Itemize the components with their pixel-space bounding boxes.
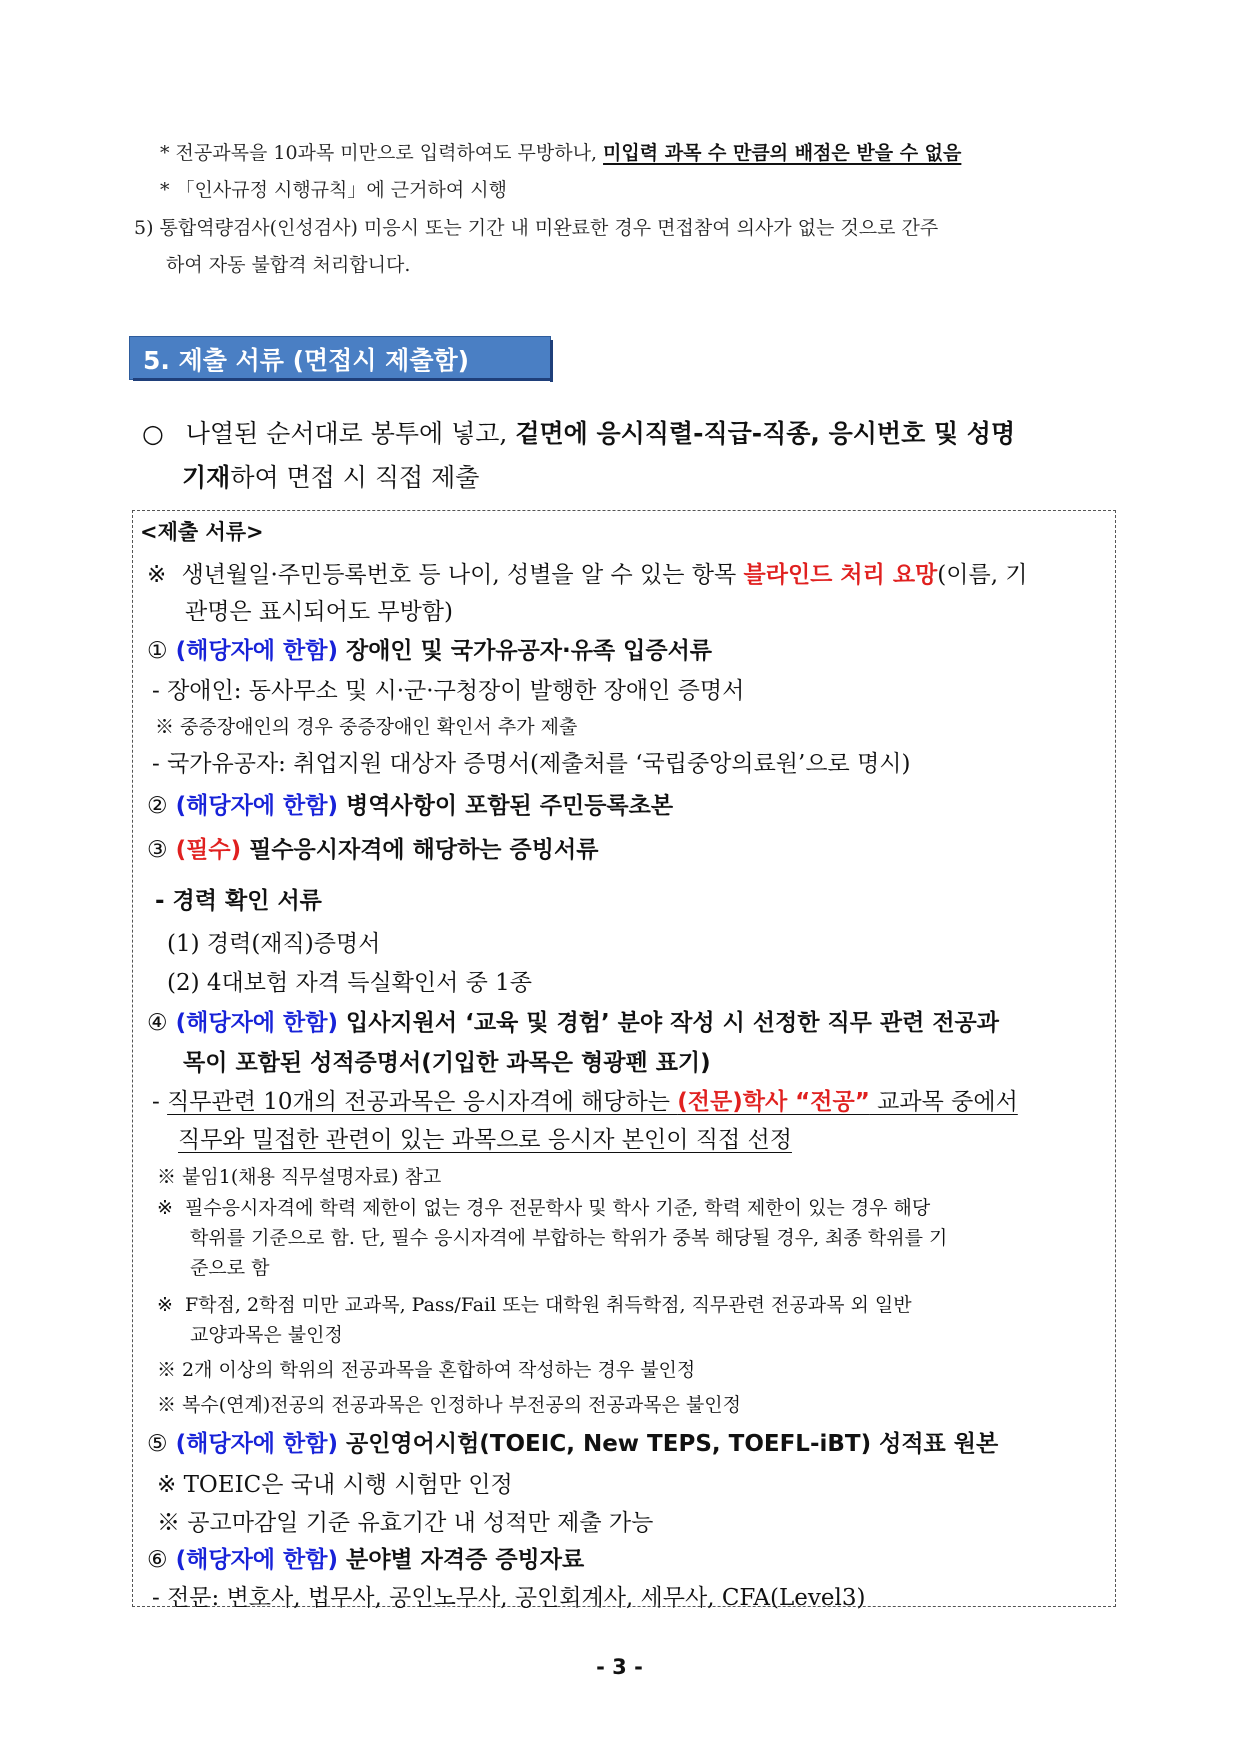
item4-sub-line1 [152,1083,1018,1116]
lead-bold: 겉면에 응시직렬-직급-직종, 응시번호 및 성명 [515,419,1016,448]
item4-sub-line2 [178,1121,792,1154]
note-text: F학점, 2학점 미만 교과목, Pass/Fail 또는 대학원 취득학점, 직무관련 전공과목 외 일반 [184,1294,912,1316]
item4-heading [147,1004,999,1037]
underlined-text: 직무와 밀접한 관련이 있는 과목으로 응시자 본인이 직접 선정 [178,1127,792,1153]
item3-heading [147,831,598,864]
note-hr-rules: * 「인사규정 시행규칙」에 근거하여 시행 [160,179,507,201]
page-number: - 3 - [596,1655,643,1679]
item-title: 입사지원서 ‘교육 및 경험’ 분야 작성 시 선정한 직무 관련 전공과 [346,1010,999,1036]
reference-mark: ※ [147,562,167,588]
lead-line2 [182,458,479,494]
item5-note1: ※ TOEIC은 국내 시행 시험만 인정 [157,1472,513,1498]
item1-heading [147,632,712,665]
tag-applicable: (해당자에 한함) [175,1547,338,1573]
lead-line1 [142,414,1015,450]
section-title: 5. 제출 서류 (면접시 제출함) [143,346,470,375]
notice-text: (이름, 기 [937,562,1028,588]
item1-sub-merit: - 국가유공자: 취업지원 대상자 증명서(제출처를 ‘국립중앙의료원’으로 명시) [152,751,911,777]
sub-text: 교과목 중에서 [869,1089,1018,1115]
tag-required: (필수) [175,837,242,863]
circled-number: ② [147,793,168,819]
note-text: * 전공과목을 10과목 미만으로 입력하여도 무방하나, [160,142,604,164]
item-title: 병역사항이 포함된 주민등록초본 [346,793,674,819]
item4-note2-line2: 학위를 기준으로 함. 단, 필수 응시자격에 부합하는 학위가 중복 해당될 경우, 최종 학위를 기 [190,1227,948,1249]
dash: - [152,1089,160,1115]
item-title: 장애인 및 국가유공자·유족 입증서류 [346,638,713,664]
section-header-shadow [550,340,553,382]
lead-text: 나열된 순서대로 봉투에 넣고, [185,419,516,448]
item4-note2-line3: 준으로 함 [190,1257,270,1279]
item5-line1: 5) 통합역량검사(인성검사) 미응시 또는 기간 내 미완료한 경우 면접참여 의사가 없는 것으로 간주 [134,217,939,239]
section-header [129,336,553,382]
item6-heading [147,1541,584,1574]
tag-applicable: (해당자에 한함) [175,1431,338,1457]
box-heading: <제출 서류> [140,520,264,544]
circled-number: ③ [147,837,168,863]
sub-red: (전문)학사 “전공” [677,1089,870,1115]
blind-notice-line2: 관명은 표시되어도 무방함) [185,599,453,625]
note-major-courses [160,138,961,165]
item5-note2: ※ 공고마감일 기준 유효기간 내 성적만 제출 가능 [157,1510,654,1536]
item5-heading [147,1425,998,1458]
item-title: 공인영어시험(TOEIC, New TEPS, TOEFL-iBT) 성적표 원본 [346,1431,999,1457]
item4-note3-line2: 교양과목은 불인정 [190,1324,343,1346]
item4-heading-line2: 목이 포함된 성적증명서(기입한 과목은 형광펜 표기) [183,1050,711,1076]
circled-number: ④ [147,1010,168,1036]
circled-number: ⑤ [147,1431,168,1457]
circled-number: ① [147,638,168,664]
tag-applicable: (해당자에 한함) [175,1010,338,1036]
reference-mark: ※ [157,1294,173,1316]
item1-sub-disabled: - 장애인: 동사무소 및 시·군·구청장이 발행한 장애인 증명서 [152,678,745,704]
item-title: 분야별 자격증 증빙자료 [346,1547,585,1573]
notice-text: 생년월일·주민등록번호 등 나이, 성별을 알 수 있는 항목 [181,562,744,588]
item5-line2: 하여 자동 불합격 처리합니다. [166,254,411,276]
tag-applicable: (해당자에 한함) [175,638,338,664]
tag-applicable: (해당자에 한함) [175,793,338,819]
underlined-text [167,1089,1018,1115]
reference-mark: ※ [157,1197,173,1219]
circled-number: ⑥ [147,1547,168,1573]
bullet-circle: ○ [142,419,164,448]
section-header-shadow [133,378,553,381]
note-text: 필수응시자격에 학력 제한이 없는 경우 전문학사 및 학사 기준, 학력 제한이 있는 경우 해당 [184,1197,931,1219]
blind-notice [147,556,1028,589]
sub-text: 직무관련 10개의 전공과목은 응시자격에 해당하는 [167,1089,678,1115]
item4-note5: ※ 복수(연계)전공의 전공과목은 인정하나 부전공의 전공과목은 불인정 [157,1394,741,1416]
item4-note2 [157,1193,930,1220]
item6-sub: - 전문: 변호사, 법무사, 공인노무사, 공인회계사, 세무사, CFA(Level3) [152,1585,866,1611]
lead-bold: 기재 [182,463,231,492]
lead-text: 하여 면접 시 직접 제출 [230,463,480,492]
notice-red: 블라인드 처리 요망 [743,562,938,588]
item4-note3 [157,1290,912,1317]
note-emphasis: 미입력 과목 수 만큼의 배점은 받을 수 없음 [603,142,962,164]
item1-note: ※ 중증장애인의 경우 중증장애인 확인서 추가 제출 [155,716,578,738]
item4-note4: ※ 2개 이상의 학위의 전공과목을 혼합하여 작성하는 경우 불인정 [157,1359,696,1381]
item-title: 필수응시자격에 해당하는 증빙서류 [249,837,599,863]
item2-heading [147,787,673,820]
item3-sub2: (2) 4대보험 자격 득실확인서 중 1종 [167,970,533,996]
item3-sub1: (1) 경력(재직)증명서 [167,931,381,957]
item3-sub: - 경력 확인 서류 [155,888,322,914]
item4-note1: ※ 붙임1(채용 직무설명자료) 참고 [157,1166,442,1188]
